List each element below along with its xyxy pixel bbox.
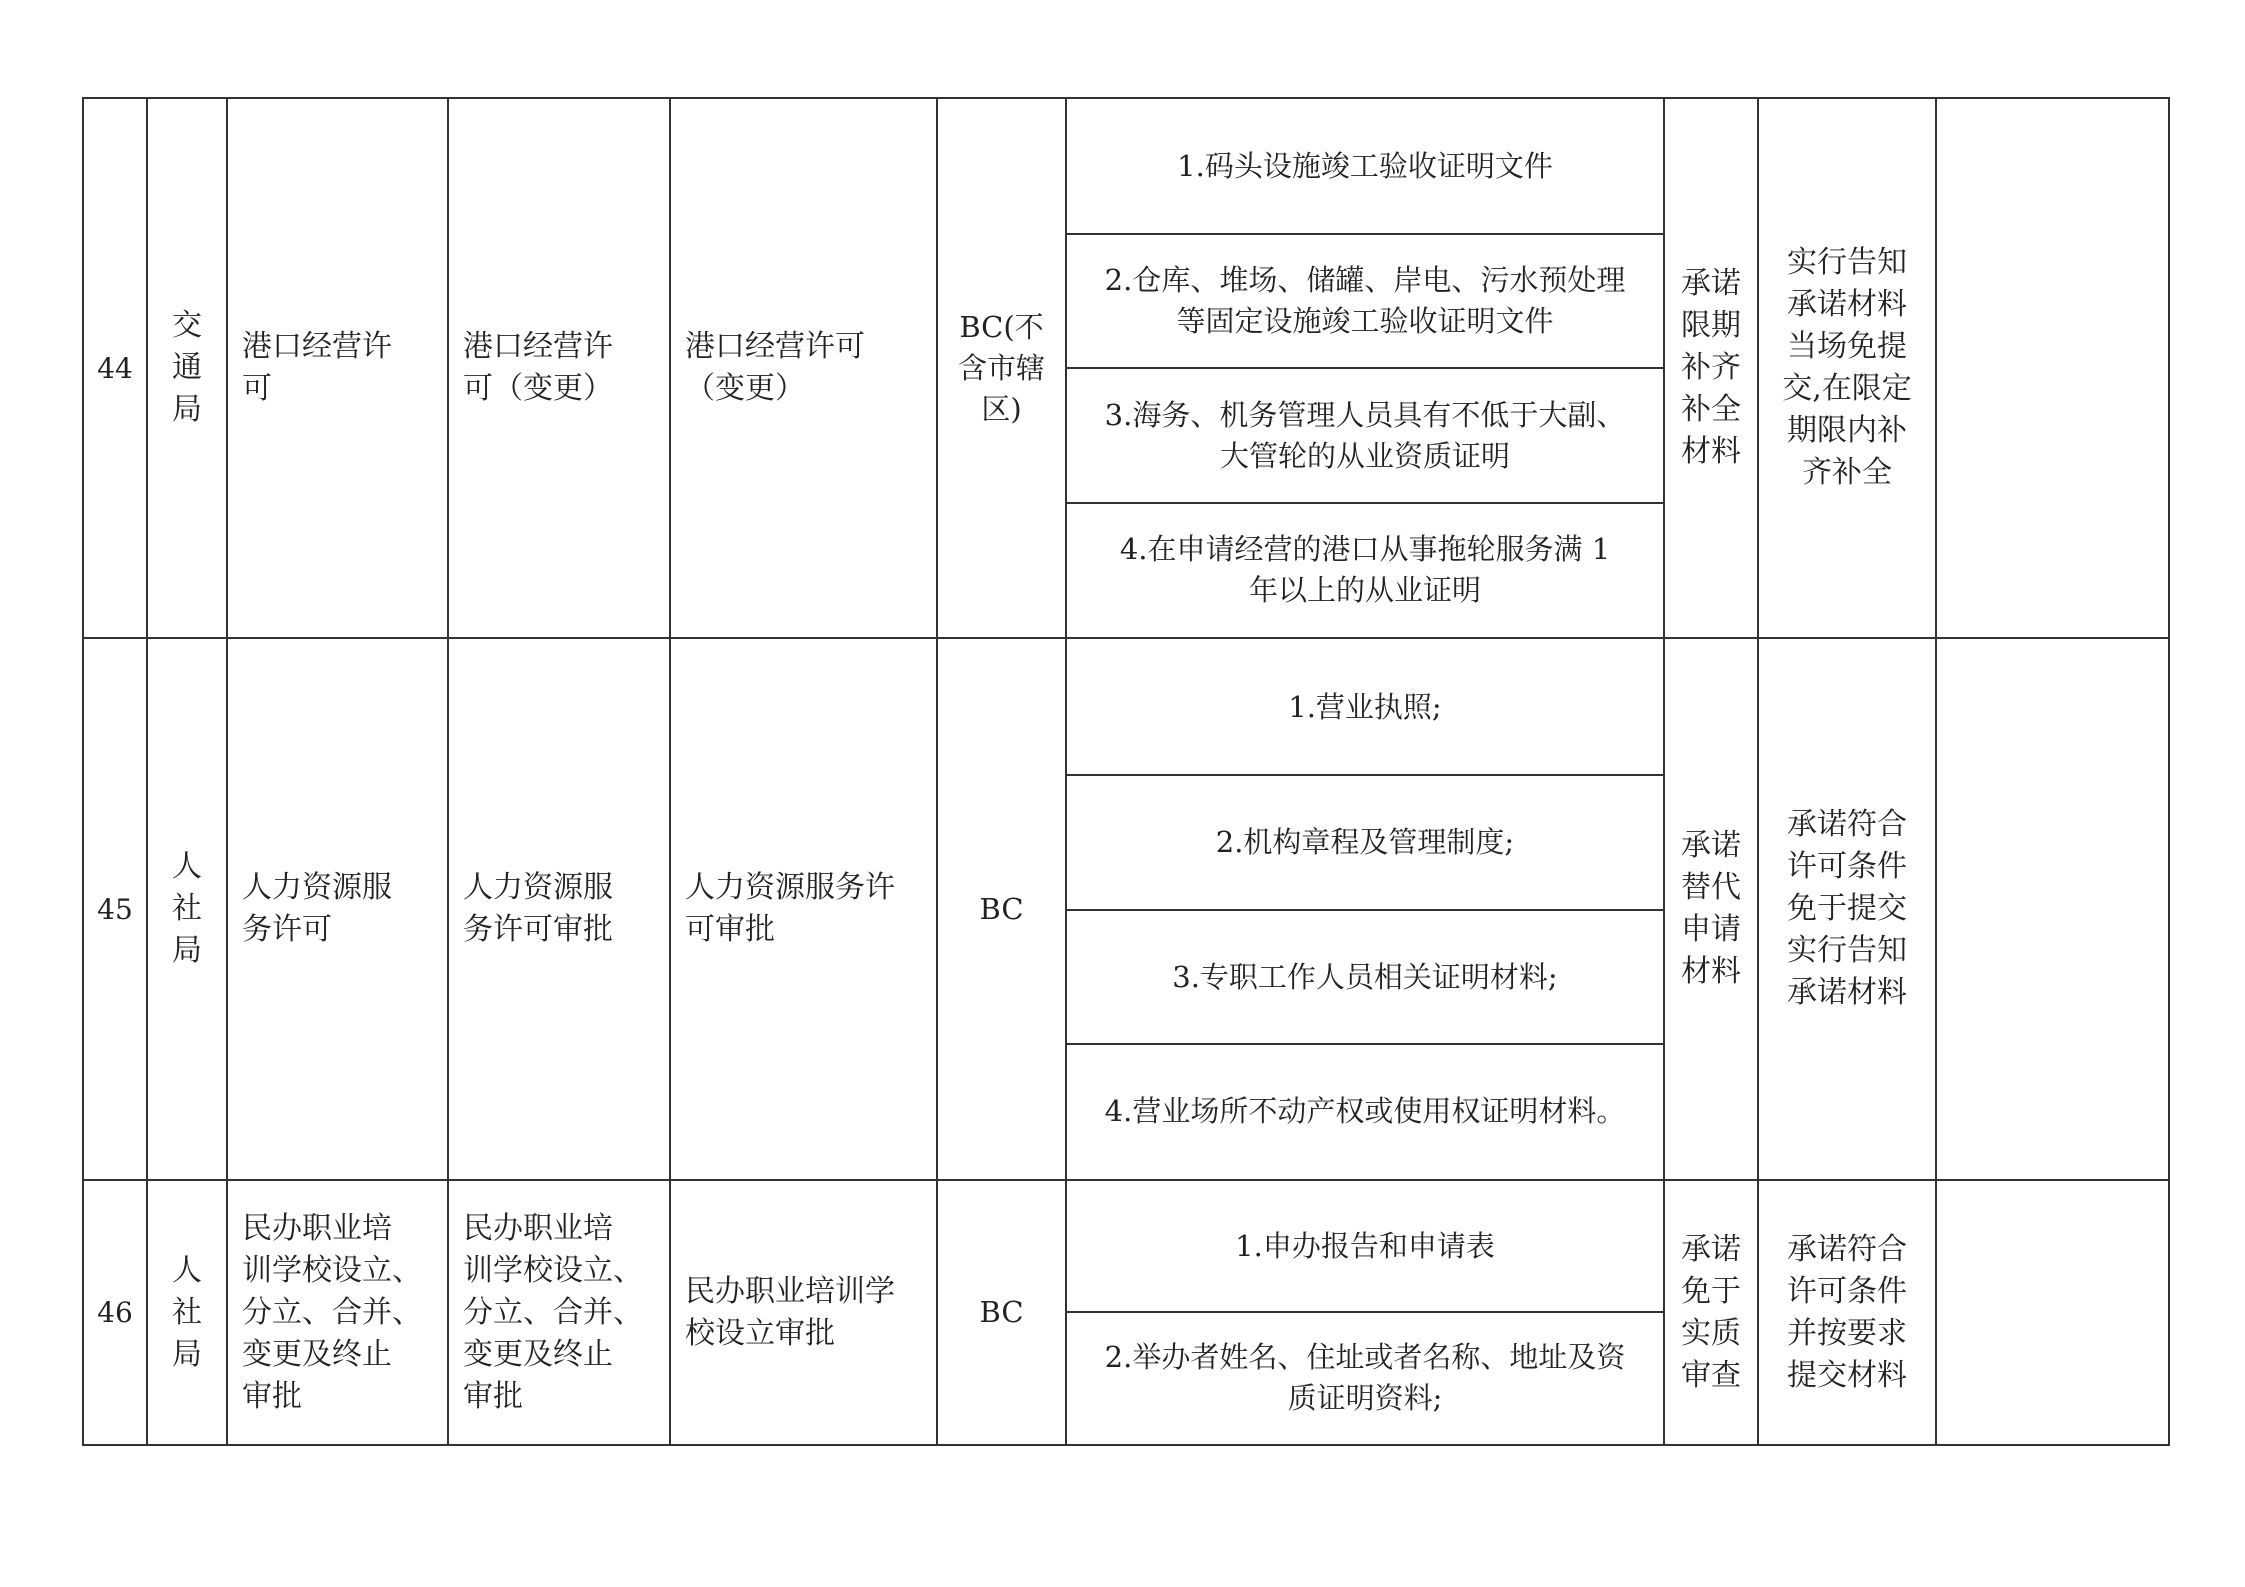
department-cell (147, 638, 227, 1180)
method-line: 承诺 (1681, 1231, 1741, 1267)
method-line: 限期 (1681, 308, 1741, 343)
materials-list (1067, 640, 1663, 1178)
list-item (1067, 910, 1663, 1044)
sub-item-line: 分立、合并、 (463, 1294, 643, 1330)
sub-item-line: 训学校设立、 (463, 1252, 643, 1288)
materials-list (1067, 1182, 1663, 1443)
dept-line: 通 (172, 350, 202, 385)
item-line: 可 (242, 371, 272, 406)
item-line: 审批 (242, 1378, 302, 1414)
reform-method-cell (1664, 1180, 1758, 1445)
list-item (1067, 640, 1663, 775)
material-line: 1.码头设施竣工验收证明文件 (1177, 149, 1553, 183)
measure-line: 许可条件 (1787, 849, 1907, 884)
material-line: 年以上的从业证明 (1248, 573, 1481, 607)
list-item (1067, 100, 1663, 234)
approval-item-cell (227, 638, 448, 1180)
scope-cell (937, 98, 1066, 638)
dept-line: 交 (172, 308, 202, 343)
measure-line: 承诺符合 (1787, 1231, 1907, 1267)
material-item (1067, 503, 1663, 636)
handle-line: 可审批 (685, 912, 775, 947)
handle-line: 人力资源服务许 (685, 870, 895, 905)
method-line: 补全 (1681, 392, 1741, 427)
item-line: 港口经营许 (242, 329, 392, 364)
sub-item-line: 审批 (463, 1378, 523, 1414)
item-line: 训学校设立、 (242, 1252, 422, 1288)
handle-line: 校设立审批 (685, 1315, 835, 1351)
sub-item-line: 务许可审批 (463, 912, 613, 947)
material-line: 1.申办报告和申请表 (1235, 1229, 1495, 1263)
table-row (83, 98, 2169, 638)
material-item (1067, 1044, 1663, 1178)
material-item (1067, 368, 1663, 503)
dept-line: 人 (172, 1252, 202, 1288)
sub-item-line: 变更及终止 (463, 1336, 613, 1372)
handling-item-cell (670, 638, 937, 1180)
sub-item-cell (448, 98, 670, 638)
measure-line: 许可条件 (1787, 1273, 1907, 1309)
department-cell (147, 1180, 227, 1445)
measure-line: 免于提交 (1787, 891, 1907, 926)
material-item (1067, 910, 1663, 1044)
measure-cell (1758, 98, 1936, 638)
measure-line: 承诺材料 (1787, 287, 1907, 322)
approval-items-table (82, 97, 2170, 1446)
table-row (83, 1180, 2169, 1445)
measure-line: 实行告知 (1787, 933, 1907, 968)
list-item (1067, 1312, 1663, 1443)
measure-cell (1758, 638, 1936, 1180)
method-line: 承诺 (1681, 828, 1741, 863)
dept-line: 局 (172, 1336, 202, 1372)
method-line: 申请 (1681, 912, 1741, 947)
sub-item-line: 民办职业培 (463, 1210, 613, 1246)
item-line: 变更及终止 (242, 1336, 392, 1372)
method-line: 材料 (1681, 954, 1741, 989)
material-line: 2.机构章程及管理制度; (1215, 825, 1515, 859)
material-item (1067, 234, 1663, 368)
measure-line: 提交材料 (1787, 1357, 1907, 1393)
handle-line: （变更） (685, 371, 805, 406)
measure-line: 承诺材料 (1787, 975, 1907, 1010)
method-line: 审查 (1681, 1357, 1741, 1393)
dept-line: 局 (172, 933, 202, 968)
material-item (1067, 1182, 1663, 1312)
item-line: 人力资源服 (242, 870, 392, 905)
measure-line: 期限内补 (1787, 413, 1907, 448)
measure-line: 并按要求 (1787, 1315, 1907, 1351)
list-item (1067, 503, 1663, 636)
list-item (1067, 775, 1663, 910)
material-line: 3.专职工作人员相关证明材料; (1172, 959, 1558, 994)
reform-method-cell (1664, 98, 1758, 638)
measure-line: 齐补全 (1802, 455, 1892, 490)
material-line: 3.海务、机务管理人员具有不低于大副、 (1104, 397, 1626, 432)
sub-item-cell (448, 1180, 670, 1445)
scope-cell (937, 1180, 1066, 1445)
handling-item-cell (670, 1180, 937, 1445)
handle-line: 民办职业培训学 (685, 1273, 895, 1309)
dept-line: 人 (172, 849, 202, 884)
method-line: 替代 (1681, 870, 1741, 905)
material-line: 2.举办者姓名、住址或者名称、地址及资 (1104, 1340, 1626, 1374)
material-item (1067, 640, 1663, 775)
list-item (1067, 1182, 1663, 1312)
item-line: 民办职业培 (242, 1210, 392, 1246)
department-cell (147, 98, 227, 638)
material-line: 4.在申请经营的港口从事拖轮服务满 1 (1119, 532, 1611, 566)
approval-item-cell (227, 98, 448, 638)
note-cell (1936, 638, 2169, 1180)
scope-line: 含市辖 (957, 350, 1045, 385)
material-line: 2.仓库、堆场、储罐、岸电、污水预处理 (1104, 263, 1626, 297)
measure-line: 交,在限定 (1782, 371, 1912, 406)
handle-line: 港口经营许可 (685, 329, 865, 364)
scope-cell (937, 638, 1066, 1180)
method-line: 实质 (1681, 1315, 1741, 1351)
sub-item-line: 港口经营许 (463, 329, 613, 364)
materials-cell (1066, 1180, 1664, 1445)
scope-line: BC (979, 891, 1024, 926)
materials-cell (1066, 98, 1664, 638)
list-item (1067, 1044, 1663, 1178)
material-line: 质证明资料; (1287, 1381, 1443, 1415)
method-line: 补齐 (1681, 350, 1741, 385)
item-number: 44 (83, 98, 147, 638)
scope-line: BC (979, 1295, 1024, 1329)
note-cell (1936, 98, 2169, 638)
measure-line: 当场免提 (1787, 329, 1907, 364)
measure-cell (1758, 1180, 1936, 1445)
dept-line: 局 (172, 392, 202, 427)
sub-item-line: 人力资源服 (463, 870, 613, 905)
material-item (1067, 775, 1663, 910)
materials-list (1067, 100, 1663, 636)
method-line: 免于 (1681, 1273, 1741, 1309)
measure-line: 承诺符合 (1787, 807, 1907, 842)
table-row (83, 638, 2169, 1180)
material-line: 等固定设施竣工验收证明文件 (1176, 304, 1554, 338)
material-line: 大管轮的从业资质证明 (1219, 438, 1510, 473)
material-line: 4.营业场所不动产权或使用权证明材料。 (1104, 1094, 1626, 1128)
table-body (83, 98, 2169, 1445)
method-line: 材料 (1681, 434, 1741, 469)
material-item (1067, 1312, 1663, 1443)
material-item (1067, 100, 1663, 234)
dept-line: 社 (172, 891, 202, 926)
sub-item-cell (448, 638, 670, 1180)
item-line: 分立、合并、 (242, 1294, 422, 1330)
list-item (1067, 368, 1663, 503)
scope-line: 区) (981, 391, 1022, 426)
item-number: 46 (83, 1180, 147, 1445)
method-line: 承诺 (1681, 266, 1741, 301)
scope-line: BC(不 (959, 309, 1044, 344)
materials-cell (1066, 638, 1664, 1180)
dept-line: 社 (172, 1294, 202, 1330)
measure-line: 实行告知 (1787, 245, 1907, 280)
note-cell (1936, 1180, 2169, 1445)
handling-item-cell (670, 98, 937, 638)
reform-method-cell (1664, 638, 1758, 1180)
approval-item-cell (227, 1180, 448, 1445)
item-number: 45 (83, 638, 147, 1180)
list-item (1067, 234, 1663, 368)
item-line: 务许可 (242, 912, 332, 947)
material-line: 1.营业执照; (1288, 689, 1442, 724)
sub-item-line: 可（变更） (463, 371, 613, 406)
